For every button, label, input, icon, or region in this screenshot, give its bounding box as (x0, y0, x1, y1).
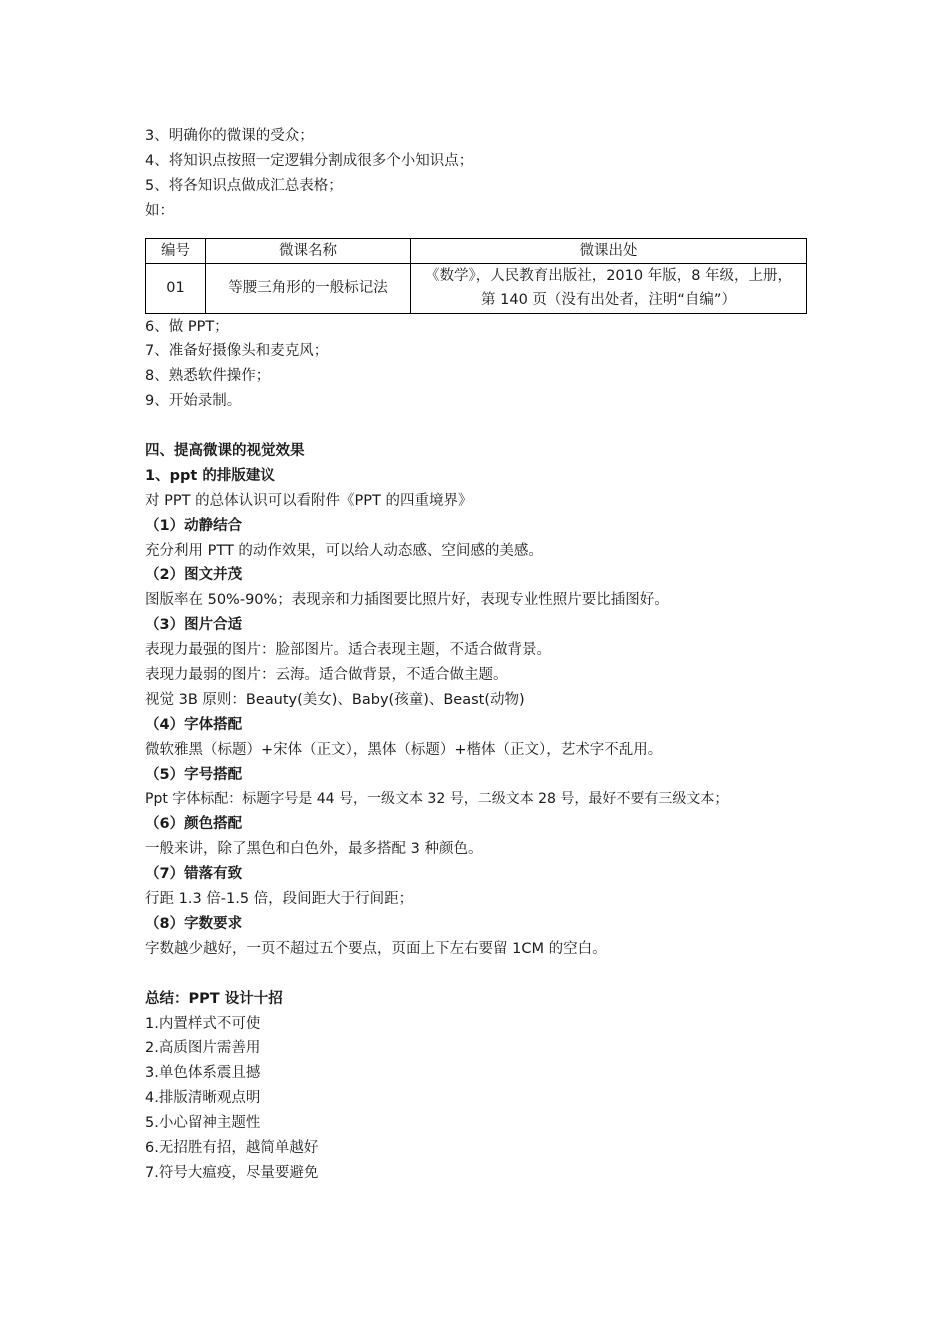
cell-name: 等腰三角形的一般标记法 (206, 263, 411, 313)
item-heading: （4）字体搭配 (145, 716, 243, 733)
step-item: 5、将各知识点做成汇总表格； (145, 177, 343, 194)
paragraph: 视觉 3B 原则：Beauty(美女)、Baby(孩童)、Beast(动物) (145, 691, 525, 708)
paragraph: 表现力最强的图片：脸部图片。适合表现主题，不适合做背景。 (145, 642, 551, 659)
item-heading: （6）颜色搭配 (145, 816, 243, 833)
step-item: 3、明确你的微课的受众； (145, 128, 314, 144)
step-item: 7、准备好摄像头和麦克风； (145, 343, 329, 360)
item-heading: （5）字号搭配 (145, 766, 243, 783)
example-label: 如： (145, 202, 174, 219)
cell-source-line: 《数学》，人民教育出版社，2010 年版，8 年级，上册， (424, 268, 793, 285)
cell-source (411, 263, 807, 313)
summary-tip: 1.内置样式不可使 (145, 1015, 261, 1032)
paragraph: 对 PPT 的总体认识可以看附件《PPT 的四重境界》 (145, 492, 473, 509)
summary-tip: 6.无招胜有招，越简单越好 (145, 1139, 319, 1156)
spacer (145, 962, 810, 987)
summary-tip: 7.符号大瘟疫，尽量要避免 (145, 1164, 319, 1181)
step-item: 8、熟悉软件操作； (145, 368, 271, 385)
paragraph: 一般来讲，除了黑色和白色外，最多搭配 3 种颜色。 (145, 841, 483, 858)
item-heading: （3）图片合适 (145, 617, 243, 634)
step-item: 4、将知识点按照一定逻辑分割成很多个小知识点； (145, 152, 474, 169)
paragraph: 微软雅黑（标题）+宋体（正文），黑体（标题）+楷体（正文），艺术字不乱用。 (145, 741, 663, 758)
cell-number: 01 (146, 263, 206, 313)
paragraph: 充分利用 PTT 的动作效果，可以给人动态感、空间感的美感。 (145, 542, 543, 559)
table-row (146, 263, 807, 313)
item-heading: （8）字数要求 (145, 915, 243, 932)
table-header-row (146, 238, 807, 263)
section-summary (145, 987, 810, 1186)
summary-heading: 总结：PPT 设计十招 (145, 990, 283, 1007)
spacer (145, 414, 810, 439)
spacer (145, 224, 810, 238)
header-cell-name: 微课名称 (206, 238, 411, 263)
cell-source-line: 第 140 页（没有出处者，注明“自编”） (481, 292, 736, 309)
document-page (145, 124, 810, 1186)
paragraph: Ppt 字体标配：标题字号是 44 号，一级文本 32 号，二级文本 28 号，最好不要有三级文本； (145, 791, 729, 808)
header-cell-number: 编号 (146, 238, 206, 263)
item-heading: （7）错落有致 (145, 866, 243, 883)
micro-course-table (145, 238, 807, 314)
paragraph: 字数越少越好，一页不超过五个要点，页面上下左右要留 1CM 的空白。 (145, 940, 607, 957)
summary-tip: 4.排版清晰观点明 (145, 1090, 261, 1107)
section-heading: 四、提高微课的视觉效果 (145, 443, 305, 460)
summary-tip: 5.小心留神主题性 (145, 1115, 261, 1132)
header-cell-source: 微课出处 (411, 238, 807, 263)
paragraph: 表现力最弱的图片：云海。适合做背景，不适合做主题。 (145, 667, 508, 684)
paragraph: 图版率在 50%-90%；表现亲和力插图要比照片好，表现专业性照片要比插图好。 (145, 592, 669, 609)
step-item: 9、开始录制。 (145, 393, 242, 410)
step-item: 6、做 PPT； (145, 318, 229, 335)
section-visual-effects (145, 439, 810, 962)
step-list-after (145, 315, 810, 415)
paragraph: 行距 1.3 倍-1.5 倍，段间距大于行间距； (145, 891, 414, 908)
summary-tip: 3.单色体系震且撼 (145, 1065, 261, 1082)
item-heading: （2）图文并茂 (145, 567, 243, 584)
subsection-heading: 1、ppt 的排版建议 (145, 467, 275, 484)
item-heading: （1）动静结合 (145, 517, 243, 534)
summary-tip: 2.高质图片需善用 (145, 1040, 261, 1057)
step-list-before (145, 124, 810, 224)
